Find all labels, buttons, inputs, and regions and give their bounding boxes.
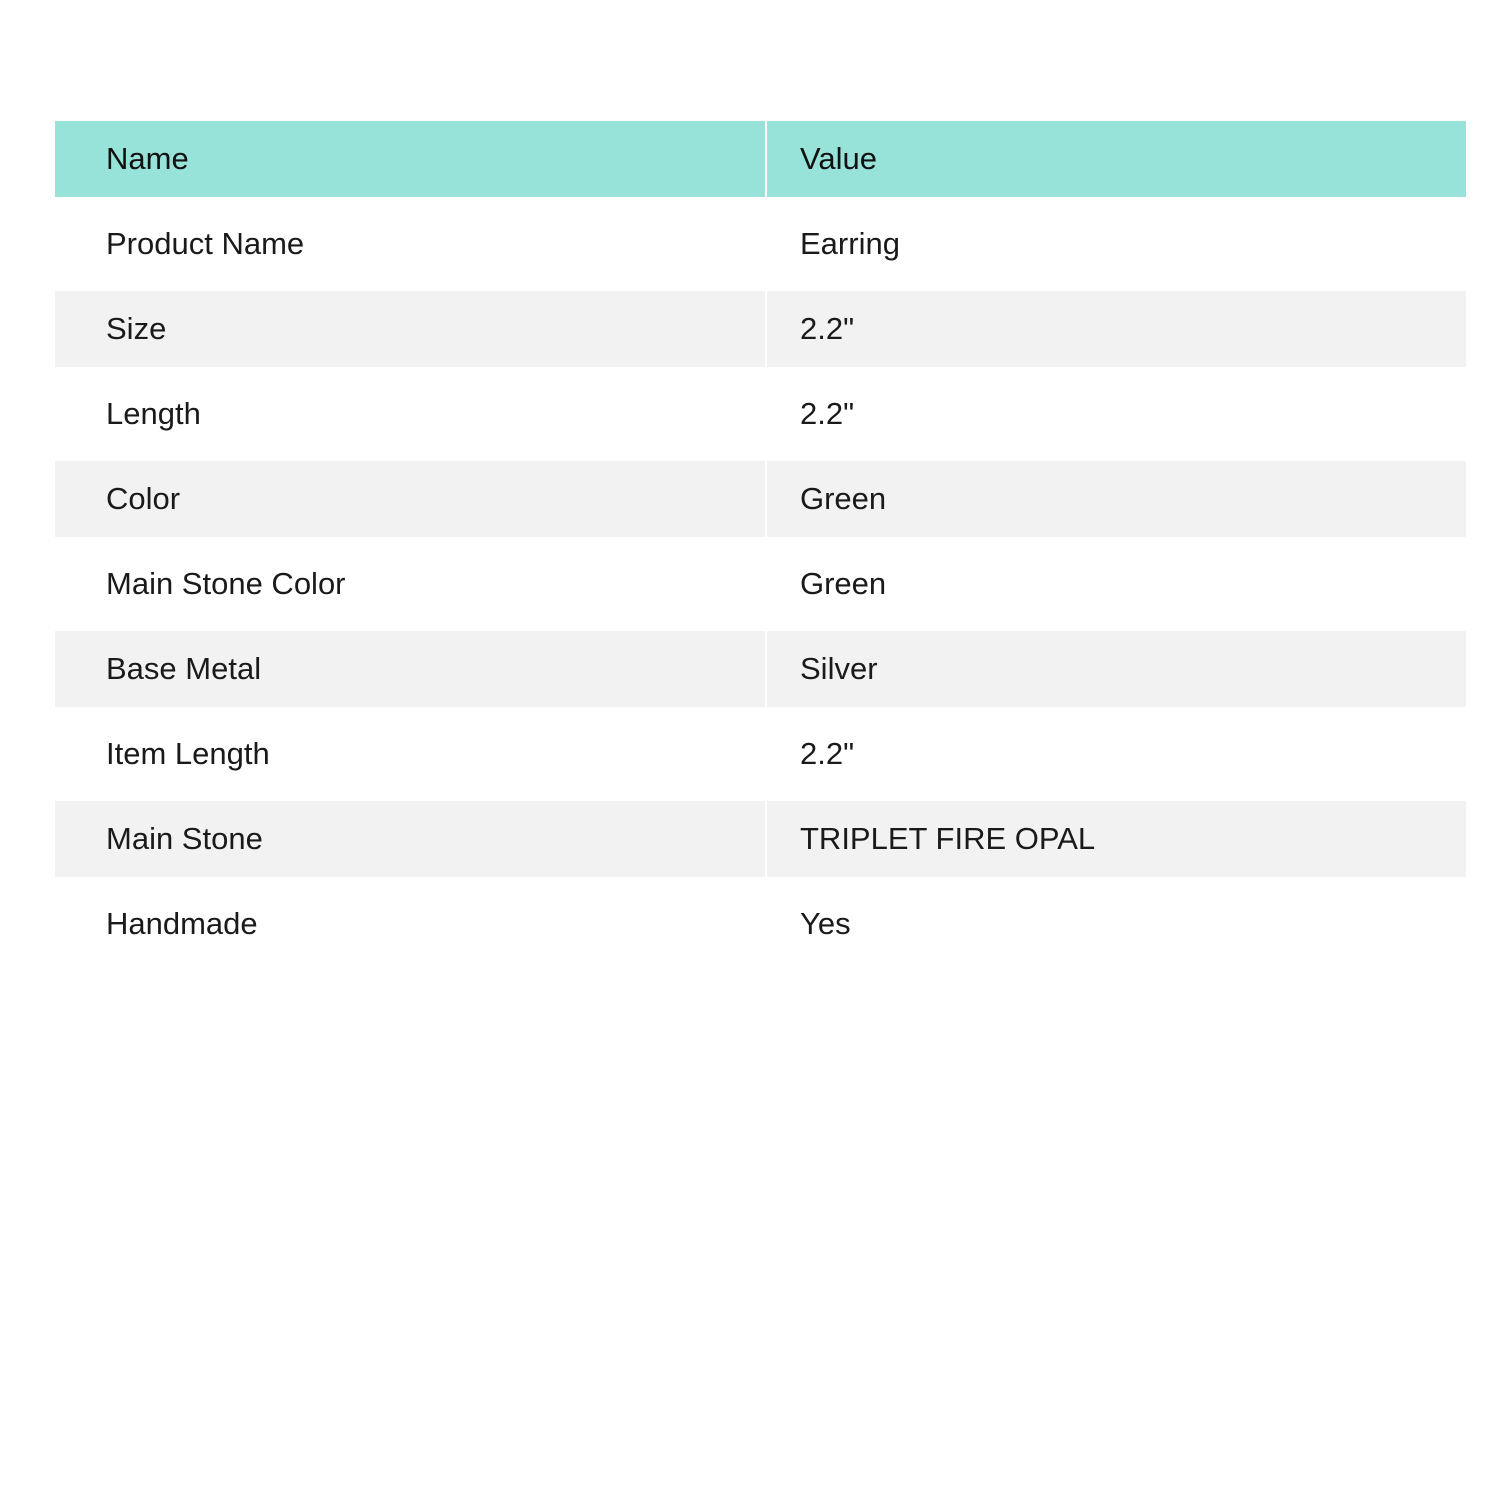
table-row [55,197,1466,291]
table-header [55,121,1466,197]
table-row [55,291,1466,367]
row-name: Base Metal [55,631,766,707]
row-value: 2.2" [766,707,1466,801]
row-name: Item Length [106,736,270,771]
row-name: Main Stone [55,801,766,877]
header-row [55,121,1466,197]
header-value: Value [766,121,1466,197]
table-row [55,631,1466,707]
table-row [55,461,1466,537]
row-value: Green [766,537,1466,631]
row-name: Main Stone Color [106,566,346,601]
row-name: Handmade [106,906,258,941]
row-value: Green [766,461,1466,537]
table-row [55,801,1466,877]
row-value: 2.2" [766,367,1466,461]
row-value: Earring [766,197,1466,291]
table-row [55,877,1466,971]
table-row [55,537,1466,631]
header-name: Name [55,121,766,197]
row-name: Product Name [106,226,305,261]
table-body [55,197,1466,971]
row-value: 2.2" [766,291,1466,367]
row-value: TRIPLET FIRE OPAL [766,801,1466,877]
table-row [55,367,1466,461]
row-value: Silver [766,631,1466,707]
row-name: Color [55,461,766,537]
row-name: Size [55,291,766,367]
product-spec-table [55,121,1466,971]
table-row [55,707,1466,801]
row-value: Yes [766,877,1466,971]
row-name: Length [106,396,201,431]
